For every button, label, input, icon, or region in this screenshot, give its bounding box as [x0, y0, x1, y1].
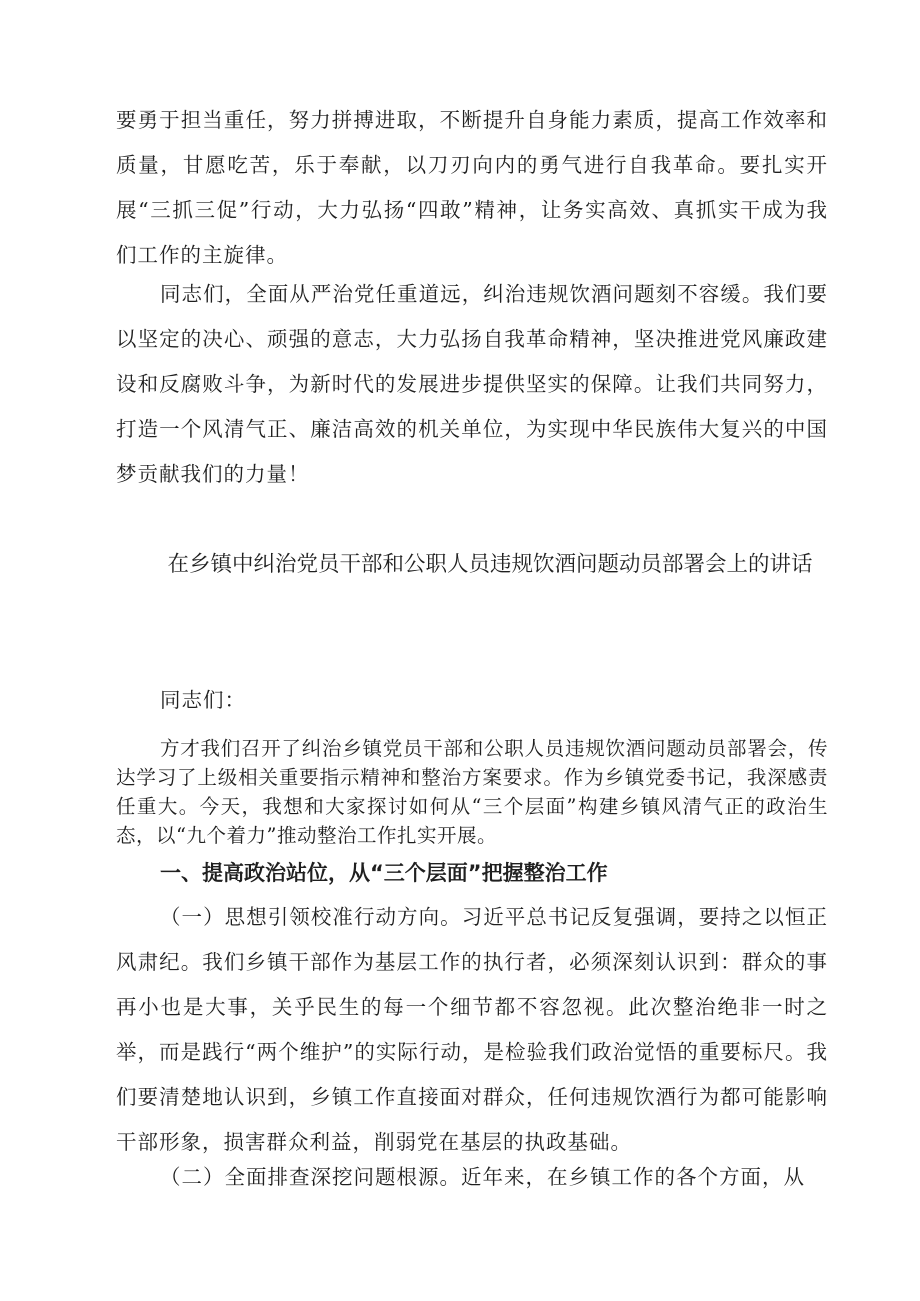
paragraph-intro: 方才我们召开了纠治乡镇党员干部和公职人员违规饮酒问题动员部署会，传达学习了上级相关重要指示精神和整治方案要求。作为乡镇党委书记，我深感责任重大。今天，我想和大家探讨如何从“三个层面”构建乡镇风清气正的政治生态，以“九个着力”推动整治工作扎实开展。: [116, 737, 828, 847]
paragraph-closing: 同志们，全面从严治党任重道远，纠治违规饮酒问题刻不容缓。我们要以坚定的决心、顽强的意志，大力弘扬自我革命精神，坚决推进党风廉政建设和反腐败斗争，为新时代的发展进步提供坚实的保障。让我们共同努力，打造一个风清气正、廉洁高效的机关单位，为实现中华民族伟大复兴的中国梦贡献我们的力量！: [116, 282, 828, 486]
salutation: 同志们：: [160, 688, 246, 712]
paragraph-continuation: 要勇于担当重任，努力拼搏进取，不断提升自身能力素质，提高工作效率和质量，甘愿吃苦，乐于奉献，以刀刃向内的勇气进行自我革命。要扎实开展“三抓三促”行动，大力弘扬“四敢”精神，让务实高效、真抓实干成为我们工作的主旋律。: [116, 108, 828, 267]
paragraph-subsection-2: （二）全面排查深挖问题根源。近年来，在乡镇工作的各个方面，从: [160, 1165, 805, 1189]
section-heading: 一、提高政治站位，从“三个层面”把握整治工作: [160, 861, 608, 885]
paragraph-subsection-1: （一）思想引领校准行动方向。习近平总书记反复强调，要持之以恒正风肃纪。我们乡镇干部作为基层工作的执行者，必须深刻认识到：群众的事再小也是大事，关乎民生的每一个细节都不容忽视。此次整治绝非一时之举，而是践行“两个维护”的实际行动，是检验我们政治觉悟的重要标尺。我们要清楚地认识到，乡镇工作直接面对群众，任何违规饮酒行为都可能影响干部形象，损害群众利益，削弱党在基层的执政基础。: [116, 905, 828, 1154]
speech-title: 在乡镇中纠治党员干部和公职人员违规饮酒问题动员部署会上的讲话: [167, 552, 813, 577]
